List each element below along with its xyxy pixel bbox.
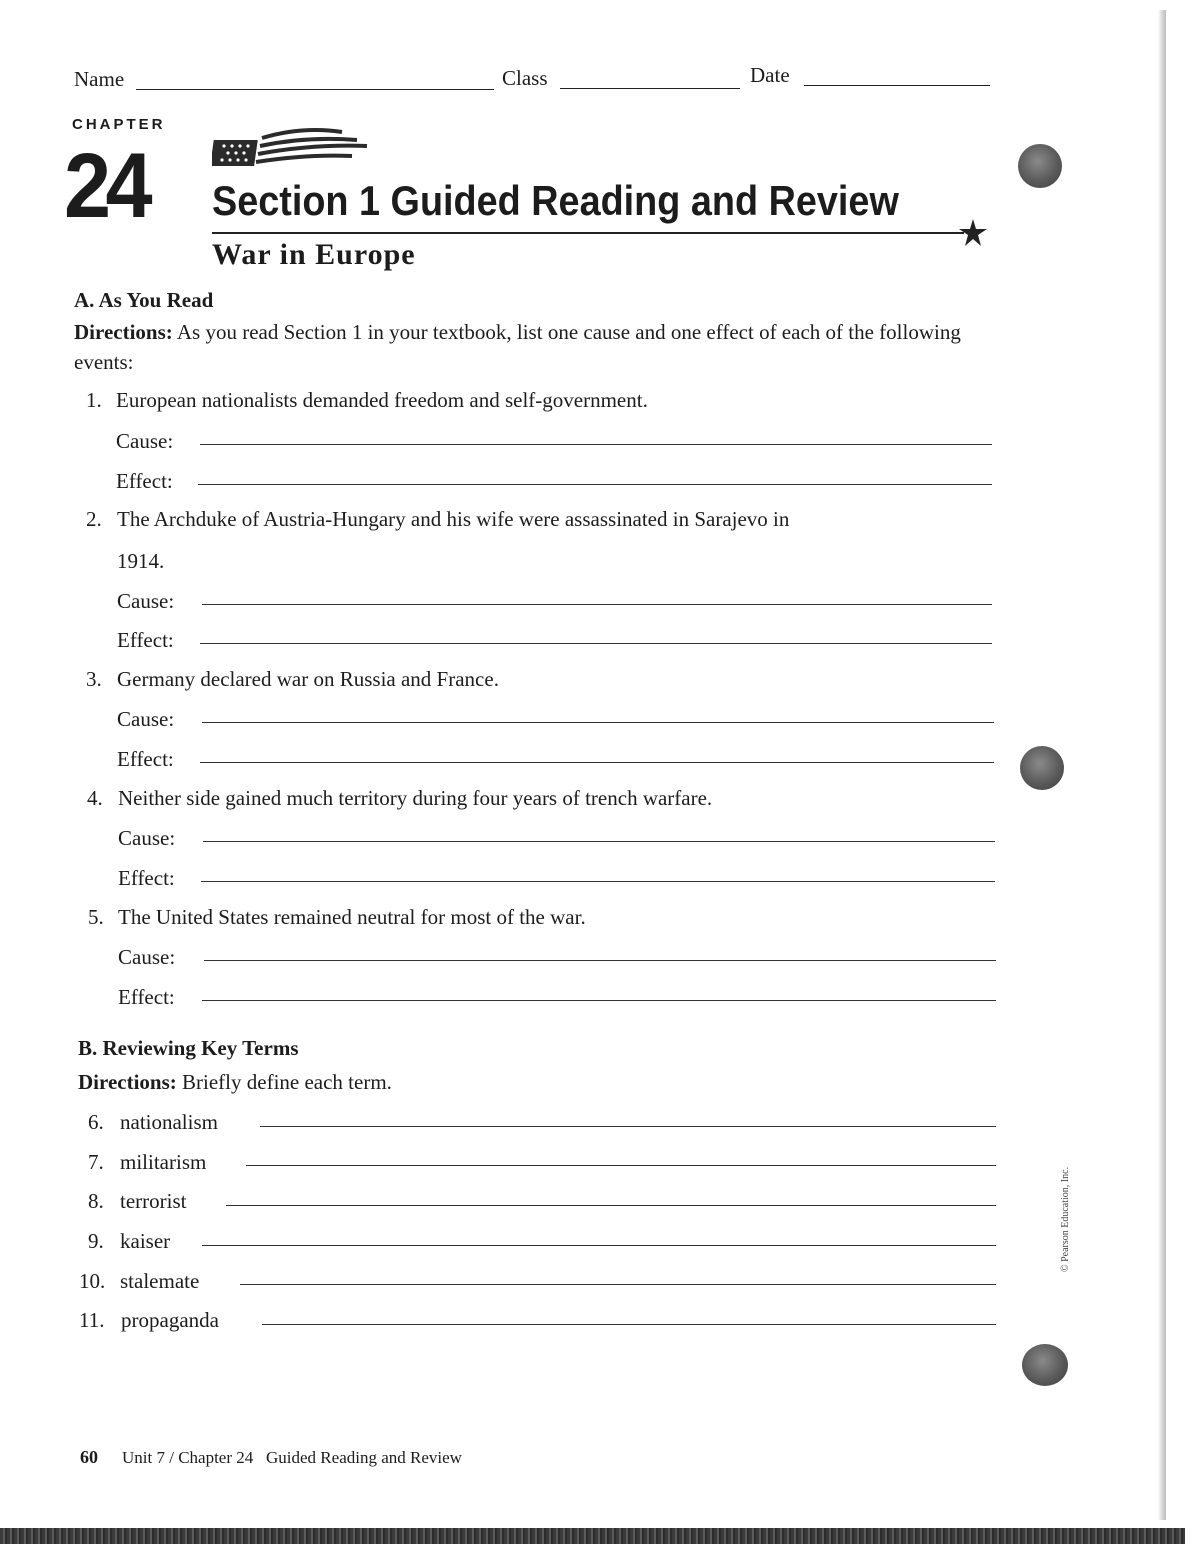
term-definition-line[interactable] xyxy=(246,1165,996,1166)
scan-bottom-strip xyxy=(0,1528,1185,1544)
term-definition-line[interactable] xyxy=(202,1245,996,1246)
effect-label: Effect: xyxy=(118,866,175,890)
term-label: terrorist xyxy=(120,1189,187,1213)
page-edge xyxy=(1158,10,1166,1520)
term-number: 8. xyxy=(88,1189,104,1213)
term-definition-line[interactable] xyxy=(260,1126,996,1127)
effect-answer-line[interactable] xyxy=(200,643,992,644)
chapter-number: 24 xyxy=(64,135,148,237)
term-definition-line[interactable] xyxy=(262,1324,996,1325)
term-number: 6. xyxy=(88,1110,104,1134)
term-number: 10. xyxy=(79,1269,106,1293)
cause-answer-line[interactable] xyxy=(200,444,992,445)
list-item-number: 4. xyxy=(87,786,103,810)
list-item-text-continued: 1914. xyxy=(117,549,165,573)
title-rule xyxy=(212,232,964,234)
effect-label: Effect: xyxy=(116,469,173,493)
effect-answer-line[interactable] xyxy=(201,881,995,882)
term-label: stalemate xyxy=(120,1269,200,1293)
star-icon xyxy=(958,218,988,248)
cause-label: Cause: xyxy=(118,826,176,850)
chapter-label: CHAPTER xyxy=(72,116,166,133)
binder-hole xyxy=(1018,144,1062,188)
cause-label: Cause: xyxy=(117,707,175,731)
part-a-heading: A. As You Read xyxy=(74,288,214,312)
effect-answer-line[interactable] xyxy=(198,484,992,485)
directions-label: Directions: xyxy=(74,320,173,344)
cause-answer-line[interactable] xyxy=(202,722,994,723)
class-label: Class xyxy=(502,66,548,90)
directions-text: As you read Section 1 in your textbook, list one cause and one effect of each of the following events: xyxy=(74,320,961,374)
name-field-line[interactable] xyxy=(136,89,494,90)
cause-label: Cause: xyxy=(116,429,174,453)
date-field-line[interactable] xyxy=(804,85,990,86)
cause-label: Cause: xyxy=(118,945,176,969)
list-item-number: 5. xyxy=(88,905,104,929)
page-number: 60 xyxy=(80,1447,98,1467)
part-b-heading: B. Reviewing Key Terms xyxy=(78,1036,299,1060)
section-title: Section 1 Guided Reading and Review xyxy=(212,177,899,224)
list-item-number: 2. xyxy=(86,507,102,531)
list-item-text: European nationalists demanded freedom and self-government. xyxy=(116,388,648,412)
class-field-line[interactable] xyxy=(560,88,740,89)
term-definition-line[interactable] xyxy=(226,1205,996,1206)
term-definition-line[interactable] xyxy=(240,1284,996,1285)
binder-hole xyxy=(1022,1344,1068,1386)
cause-answer-line[interactable] xyxy=(203,841,995,842)
list-item-text: The United States remained neutral for most of the war. xyxy=(118,905,586,929)
name-label: Name xyxy=(74,67,125,91)
part-a-directions xyxy=(74,317,994,377)
directions-text: Briefly define each term. xyxy=(182,1070,392,1094)
cause-label: Cause: xyxy=(117,589,175,613)
directions-label: Directions: xyxy=(78,1070,177,1094)
effect-label: Effect: xyxy=(117,747,174,771)
term-label: propaganda xyxy=(121,1308,219,1332)
term-label: kaiser xyxy=(120,1229,171,1253)
cause-answer-line[interactable] xyxy=(204,960,996,961)
binder-hole xyxy=(1020,746,1064,790)
term-label: nationalism xyxy=(120,1110,218,1134)
copyright-note: © Pearson Education, Inc. xyxy=(1060,1166,1071,1272)
term-number: 9. xyxy=(88,1229,104,1253)
list-item-number: 1. xyxy=(86,388,102,412)
list-item-text: Germany declared war on Russia and France. xyxy=(117,667,499,691)
effect-label: Effect: xyxy=(117,628,174,652)
footer-text: Unit 7 / Chapter 24 Guided Reading and Review xyxy=(122,1448,462,1467)
list-item-text: The Archduke of Austria-Hungary and his wife were assassinated in Sarajevo in xyxy=(117,507,790,531)
part-b-directions xyxy=(78,1067,978,1097)
term-label: militarism xyxy=(120,1150,207,1174)
date-label: Date xyxy=(750,63,790,87)
list-item-text: Neither side gained much territory during four years of trench warfare. xyxy=(118,786,713,810)
list-item-number: 3. xyxy=(86,667,102,691)
effect-answer-line[interactable] xyxy=(200,762,994,763)
effect-answer-line[interactable] xyxy=(202,1000,996,1001)
cause-answer-line[interactable] xyxy=(202,604,992,605)
flag-icon xyxy=(212,124,374,176)
term-number: 11. xyxy=(79,1308,105,1332)
section-subtitle: War in Europe xyxy=(212,238,416,271)
term-number: 7. xyxy=(88,1150,104,1174)
effect-label: Effect: xyxy=(118,985,175,1009)
